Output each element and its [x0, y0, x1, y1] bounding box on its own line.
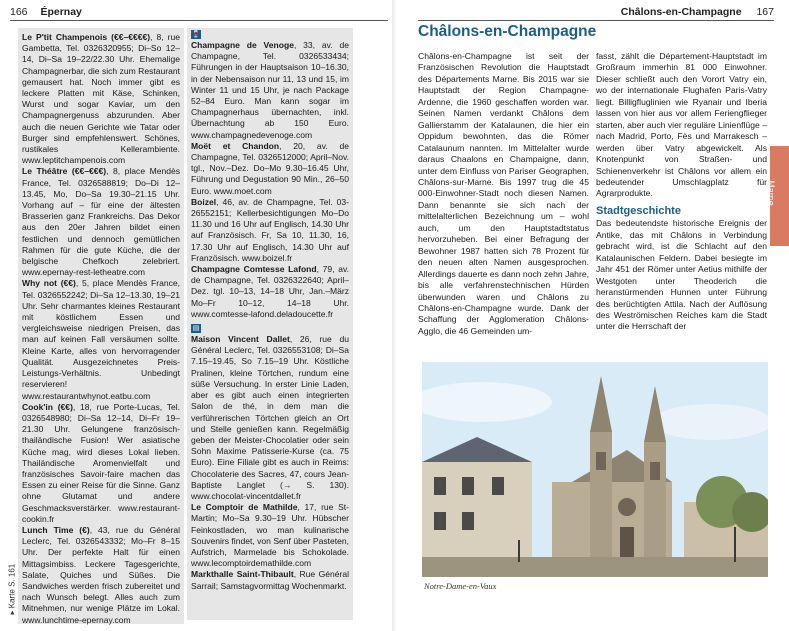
listing-details: , 17, rue St-Martin; Mo–Sa 9.30–19 Uhr. Hübscher Feinkostladen, wo man kulinarische Souvenirs findet, von Senf über Pasteten, Aufstrich, Marmelade bis Schokolade. www.lecomptoirdemathilde.com — [191, 502, 349, 569]
article-title: Châlons-en-Champagne — [418, 23, 597, 40]
region-tab-label: Marne — [765, 180, 776, 206]
listing-details: , 5, place Mendès France, Tel. 0326552242; Di–Sa 12–13.30, 19–21 Uhr. Sehr charmantes kleines Restaurant mit köstlichem Essen und vergleichsweise niedrigen Preisen, das man auf keinen Fall versäumen sollte. Kleine Karte, alles von hervorragender Qualität. Ausgezeichnetes Preis-Leistungs-Verhältnis. Unbedingt reservieren! www.restaurantwhynot.eatbu.com — [22, 278, 180, 401]
right-page-header — [404, 6, 774, 18]
listing-details: , 33, av. de Champagne, Tel. 0326533434; Führungen in der Hauptsaison 10–16.30, in der Nebensaison nur 11, 13 und 15, im Winter 11 und 15 Uhr, je nach Package 52–84 Euro. Man kann sogar im Champagnerhaus übernachten, inkl. Übernachtung ab 150 Euro. www.champagnedevenoge.com — [191, 40, 350, 140]
listing-name: Le Théâtre (€€–€€€) — [22, 166, 107, 177]
listing-name: Maison Vincent Dallet — [191, 334, 290, 345]
listing-details: , 8, place Mendès France, Tel. 0326588819; Do–Di 12–13.45, Mo, Do–Sa 19.30–21.15 Uhr. Vorhang auf – für eine der ältesten Brasserien ganz Frankreichs. Das Dekor aus den 20er Jahren bildet einen festlichen und dennoch gemütlichen Rahmen für die gute Küche, die der belgische Chefkoch zelebriert. www.epernay-rest-letheatre.com — [22, 166, 181, 278]
listing-name: Moët et Chandon — [191, 140, 280, 151]
listing-name: Markthalle Saint-Thibault — [191, 569, 294, 580]
listing-name: Champagne de Venoge — [191, 40, 294, 50]
map-reference — [2, 540, 16, 620]
listing-details: , 8, rue Gambetta, Tel. 0326320955; Di–So 12–14, Di–Sa 19–22/22.30 Uhr. Ehemalige Champagnerbar, die sich zum Restaurant gemausert hat. Noch immer gibt es leckere Platten mit Käse, Schinken, Wurst und sogar Kaviar, um den Champagnergenuss abzurunden. Aber auch die neuen Gerichte wie Tatar oder Burger sind empfehlenswert. Schönes, rustikales Kellerambiente. www.leptitchampenois.com — [22, 32, 181, 166]
article-column-2 — [596, 51, 767, 333]
listing-name: Cook'in (€€) — [22, 401, 73, 412]
listing-entry — [18, 402, 184, 525]
right-header-rule — [418, 20, 774, 21]
listing-name: Le Comptoir de Mathilde — [191, 502, 298, 513]
listing-entry — [187, 334, 353, 502]
champagne-glass-icon: 🍷 — [191, 31, 201, 38]
listing-details: , Rue Général Sarrail; Samstagvormittag Wochenmarkt. — [191, 569, 350, 591]
church-photo — [422, 362, 768, 577]
listing-name: Why not (€€) — [22, 278, 76, 289]
left-running-title: Épernay — [40, 6, 82, 18]
listing-entry — [187, 40, 353, 141]
listing-entry — [18, 278, 184, 401]
listing-details: , 79, av. de Champagne, Tel. 0326322640; April–Dez. tgl. 10–13, 14–18 Uhr, Jan.–März Mo–Fr 10–12, 14–18 Uhr. www.comtesse-lafond.deladoucette.fr — [191, 264, 349, 319]
right-running-title: Châlons-en-Champagne — [620, 6, 742, 18]
article-paragraph: Das bedeutendste historische Ereignis der Antike, das mit Châlons in Verbindung gebracht wird, ist die Schlacht auf den Katalaunischen Feldern. Dabei besiegte im Jahr 451 der Römer unter Aetius mithilfe der Westgoten unter Theoderich die heranstürmenden Hunnen unter Führung des berüchtigten Attila. Nach der Auflösung des Weströmischen Reiches kam die Stadt unter die Herrschaft der — [596, 218, 767, 332]
book-gutter — [392, 0, 400, 631]
listing-entry — [187, 197, 353, 264]
article-column-1 — [418, 51, 589, 337]
shopping-icon: ▤ — [192, 325, 200, 333]
listing-entry — [187, 502, 353, 569]
photo-caption: Notre-Dame-en-Vaux — [424, 581, 497, 591]
listing-entry — [18, 166, 184, 278]
listing-name: Le P'tit Champenois (€€–€€€€) — [22, 32, 151, 42]
left-page-number: 166 — [10, 6, 28, 18]
right-page-number: 167 — [756, 6, 774, 18]
listing-details: , 26, rue du Général Leclerc, Tel. 0326553108; Di–Sa 7.15–19.45, So 7.15–19 Uhr. Köstliche Pralinen, kleine Törtchen, rundum eine süße Versuchung. In erster Linie Laden, aber es gibt auch einen integrierten Salon de thé, in dem man die verführerischen Törtchen gleich an Ort und Stelle genießen kann. Regelmäßig geben der Meister-Chocolatier oder sein Sohn Maxime Patisserie-Kurse (ca. 75 Euro). Eine Filiale gibt es auch in Reims: Chocolaterie des Sacres, 47, cours Jean-Baptiste Langlet (→ S. 130). www.chocolat-vincentdallet.fr — [191, 334, 349, 501]
listing-name: Boizel — [191, 196, 217, 207]
listing-column-champagne-shopping — [187, 28, 353, 620]
listing-entry — [187, 569, 353, 591]
listing-entry — [187, 264, 353, 320]
article-paragraph: Châlons-en-Champagne ist seit der Französischen Revolution die Hauptstadt des Départements Marne. Bis 2015 war sie Hauptstadt der Region Champagne-Ardenne, die 1960 geschaffen worden war. Seinen Namen verdankt Châlons dem Gallierstamm der Katalaunen, die hier ein Oppidum bewohnten, das die Römer Catalaunum nannten. Im Mittelalter wurde daraus Chaalons en Champaigne, dann, unter dem Einfluss von Pariser Geographen, Châlons-sur-Marne. Bis 1997 trug die 45 000-Einwohner-Stadt noch diesen Namen. Dann benannte sie sich nach der mittelalterlichen Bezeichnung um – wohl auch, um den Hauptstadtstatus hervorzuheben. Bei einer Befragung der Bewohner 1987 hatten sich 78 Prozent für den neuen alten Namen ausgesprochen. Allerdings dauerte es dann noch zehn Jahre, bis alle verfahrenstechnischen Hürden überwunden waren und Châlons zu Châlons-en-Champagne wurde. Dank der Schaffung der Agglomeration Châlons-Agglo, die 46 Gemeinden um- — [418, 51, 589, 336]
listing-details: , 46, av. de Champagne, Tel. 03-26552151; Kellerbesichtigungen Mo–Do 11.30 und 16 Uhr auf Englisch, 14.30 Uhr auf Französisch. Fr, Sa 10, 11.30, 16, 17.30 Uhr auf Englisch, 14.30 Uhr auf Französisch. www.boizel.fr — [191, 196, 349, 263]
notre-dame-en-vaux-illustration — [422, 362, 768, 577]
article-paragraph: fasst, zählt die Département-Hauptstadt im Großraum immerhin 81 000 Einwohner. Dieser schließt auch den Vorort Vatry ein, wo der internationale Flughafen Paris-Vatry liegt. Billigfluglinien wie Ryanair und Iberia lassen von hier aus vor allem Feriengflieger starten, aber auch vier reguläre Linienflüge – nach Madrid, Porto, Fès und Marrakesch – werden über Vatry abgewickelt. Als Knotenpunkt von Straßen- und Schienenverkehr ist Châlons vor allem ein bedeutender Umschlagplatz für Agrarprodukte. — [596, 51, 767, 199]
listing-entry — [18, 32, 184, 166]
listing-details: , 20, av. de Champagne, Tel. 0326512000; April–Nov. tgl., Nov.–Dez. Do–Mo 9.30–16.45 Uhr, Führung und Degustation 90 Min., 26–50 Euro. www.moet.com — [191, 140, 349, 196]
listing-column-restaurants — [18, 28, 184, 624]
left-page-header — [10, 6, 388, 18]
listing-details: , 43, rue du Général Leclerc, Tel. 0326543332; Mo–Fr 8–15 Uhr. Der perfekte Halt für einen Mittagsimbiss. Leckere Tagesgerichte, Salate, Quiches und Süßes. Die Sandwiches werden frisch zubereitet und nach Wunsch belegt. Alles auch zum Mitnehmen, nur wenige Plätze im Lokal. www.lunchtime-epernay.com — [22, 524, 180, 625]
region-tab — [765, 146, 789, 246]
map-reference-text: ▸ Karte S. 161 — [7, 563, 17, 615]
listing-entry — [18, 525, 184, 626]
listing-details: , 18, rue Porte-Lucas, Tel. 0326548980; Di–Sa 12–14, Di–Fr 19–21.30 Uhr. Gelungene französisch-thailändische Fusion! Wer asiatische Küche mag, wird dieses Lokal lieben. Thailändische Aromenvielfalt und französisches Savoir-faire machen das Essen zu einer Reise für die Sinne. Ganz ohne Glutamat und andere Geschmacksverstärker. www.restaurant-cookin.fr — [22, 401, 180, 524]
listing-name: Lunch Time (€) — [22, 524, 90, 535]
left-header-rule — [10, 20, 388, 21]
listing-entry — [187, 141, 353, 197]
listing-name: Champagne Comtesse Lafond — [191, 264, 317, 275]
section-heading: Stadtgeschichte — [596, 204, 681, 217]
